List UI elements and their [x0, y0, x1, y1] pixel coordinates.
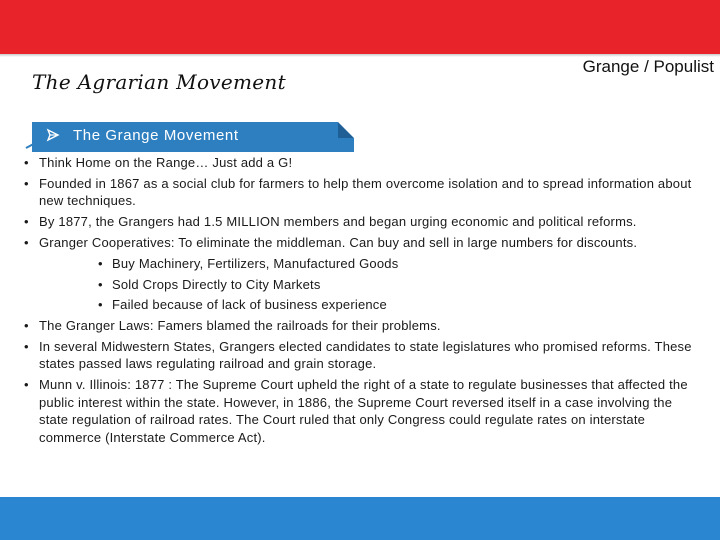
list-item-text: Think Home on the Range… Just add a G! — [39, 155, 293, 170]
sub-list-item — [24, 255, 700, 273]
page-title: The Agrarian Movement — [32, 70, 286, 94]
bullet-dot: • — [24, 377, 29, 393]
list-item — [24, 234, 700, 252]
sub-list-item-text: Failed because of lack of business experience — [112, 297, 387, 313]
list-item — [24, 338, 700, 373]
bullet-dot: • — [98, 276, 103, 292]
top-color-band — [0, 0, 720, 54]
bullet-dot: • — [24, 155, 29, 170]
list-item — [24, 317, 700, 335]
bottom-color-band — [0, 497, 720, 540]
plane-icon — [45, 124, 61, 146]
list-item-text: Granger Cooperatives: To eliminate the middleman. Can buy and sell in large numbers for discounts. — [39, 234, 638, 250]
bullet-dot: • — [24, 234, 29, 250]
bullet-dot: • — [98, 297, 103, 313]
banner-fold — [338, 122, 354, 138]
bullet-dot: • — [24, 175, 29, 191]
corner-label: Grange / Populist — [582, 57, 714, 76]
list-item — [24, 376, 700, 446]
list-item-text: Munn v. Illinois: 1877 : The Supreme Court upheld the right of a state to regulate businesses that affected the public interest within the state. However, in 1886, the Supreme Court reversed itself in a case involving the state regulation of railroad rates. The Court ruled that only Congress could regulate rates on interstate commerce (Interstate Commerce Act). — [39, 377, 688, 445]
list-item-text: By 1877, the Grangers had 1.5 MILLION members and began urging economic and political reforms. — [39, 214, 637, 230]
bullet-dot: • — [24, 318, 29, 334]
list-item-text: In several Midwestern States, Grangers elected candidates to state legislatures who promised reforms. These states passed laws regulating railroad and grain storage. — [39, 338, 692, 372]
bullet-dot: • — [24, 214, 29, 230]
list-item-text: Founded in 1867 as a social club for farmers to help them overcome isolation and to spread information about new techniques. — [39, 175, 692, 209]
sub-list-item-text: Sold Crops Directly to City Markets — [112, 276, 321, 292]
bullet-dot: • — [24, 338, 29, 354]
bullet-list — [24, 154, 700, 450]
list-item — [24, 154, 700, 172]
section-title: The Grange Movement — [73, 127, 239, 144]
bullet-dot: • — [98, 255, 103, 271]
list-item — [24, 213, 700, 231]
sub-list-item-text: Buy Machinery, Fertilizers, Manufactured Goods — [112, 255, 399, 271]
list-item-text: The Granger Laws: Famers blamed the railroads for their problems. — [39, 318, 441, 334]
list-item — [24, 175, 700, 210]
sub-list-item — [24, 296, 700, 314]
sub-list-item — [24, 276, 700, 294]
